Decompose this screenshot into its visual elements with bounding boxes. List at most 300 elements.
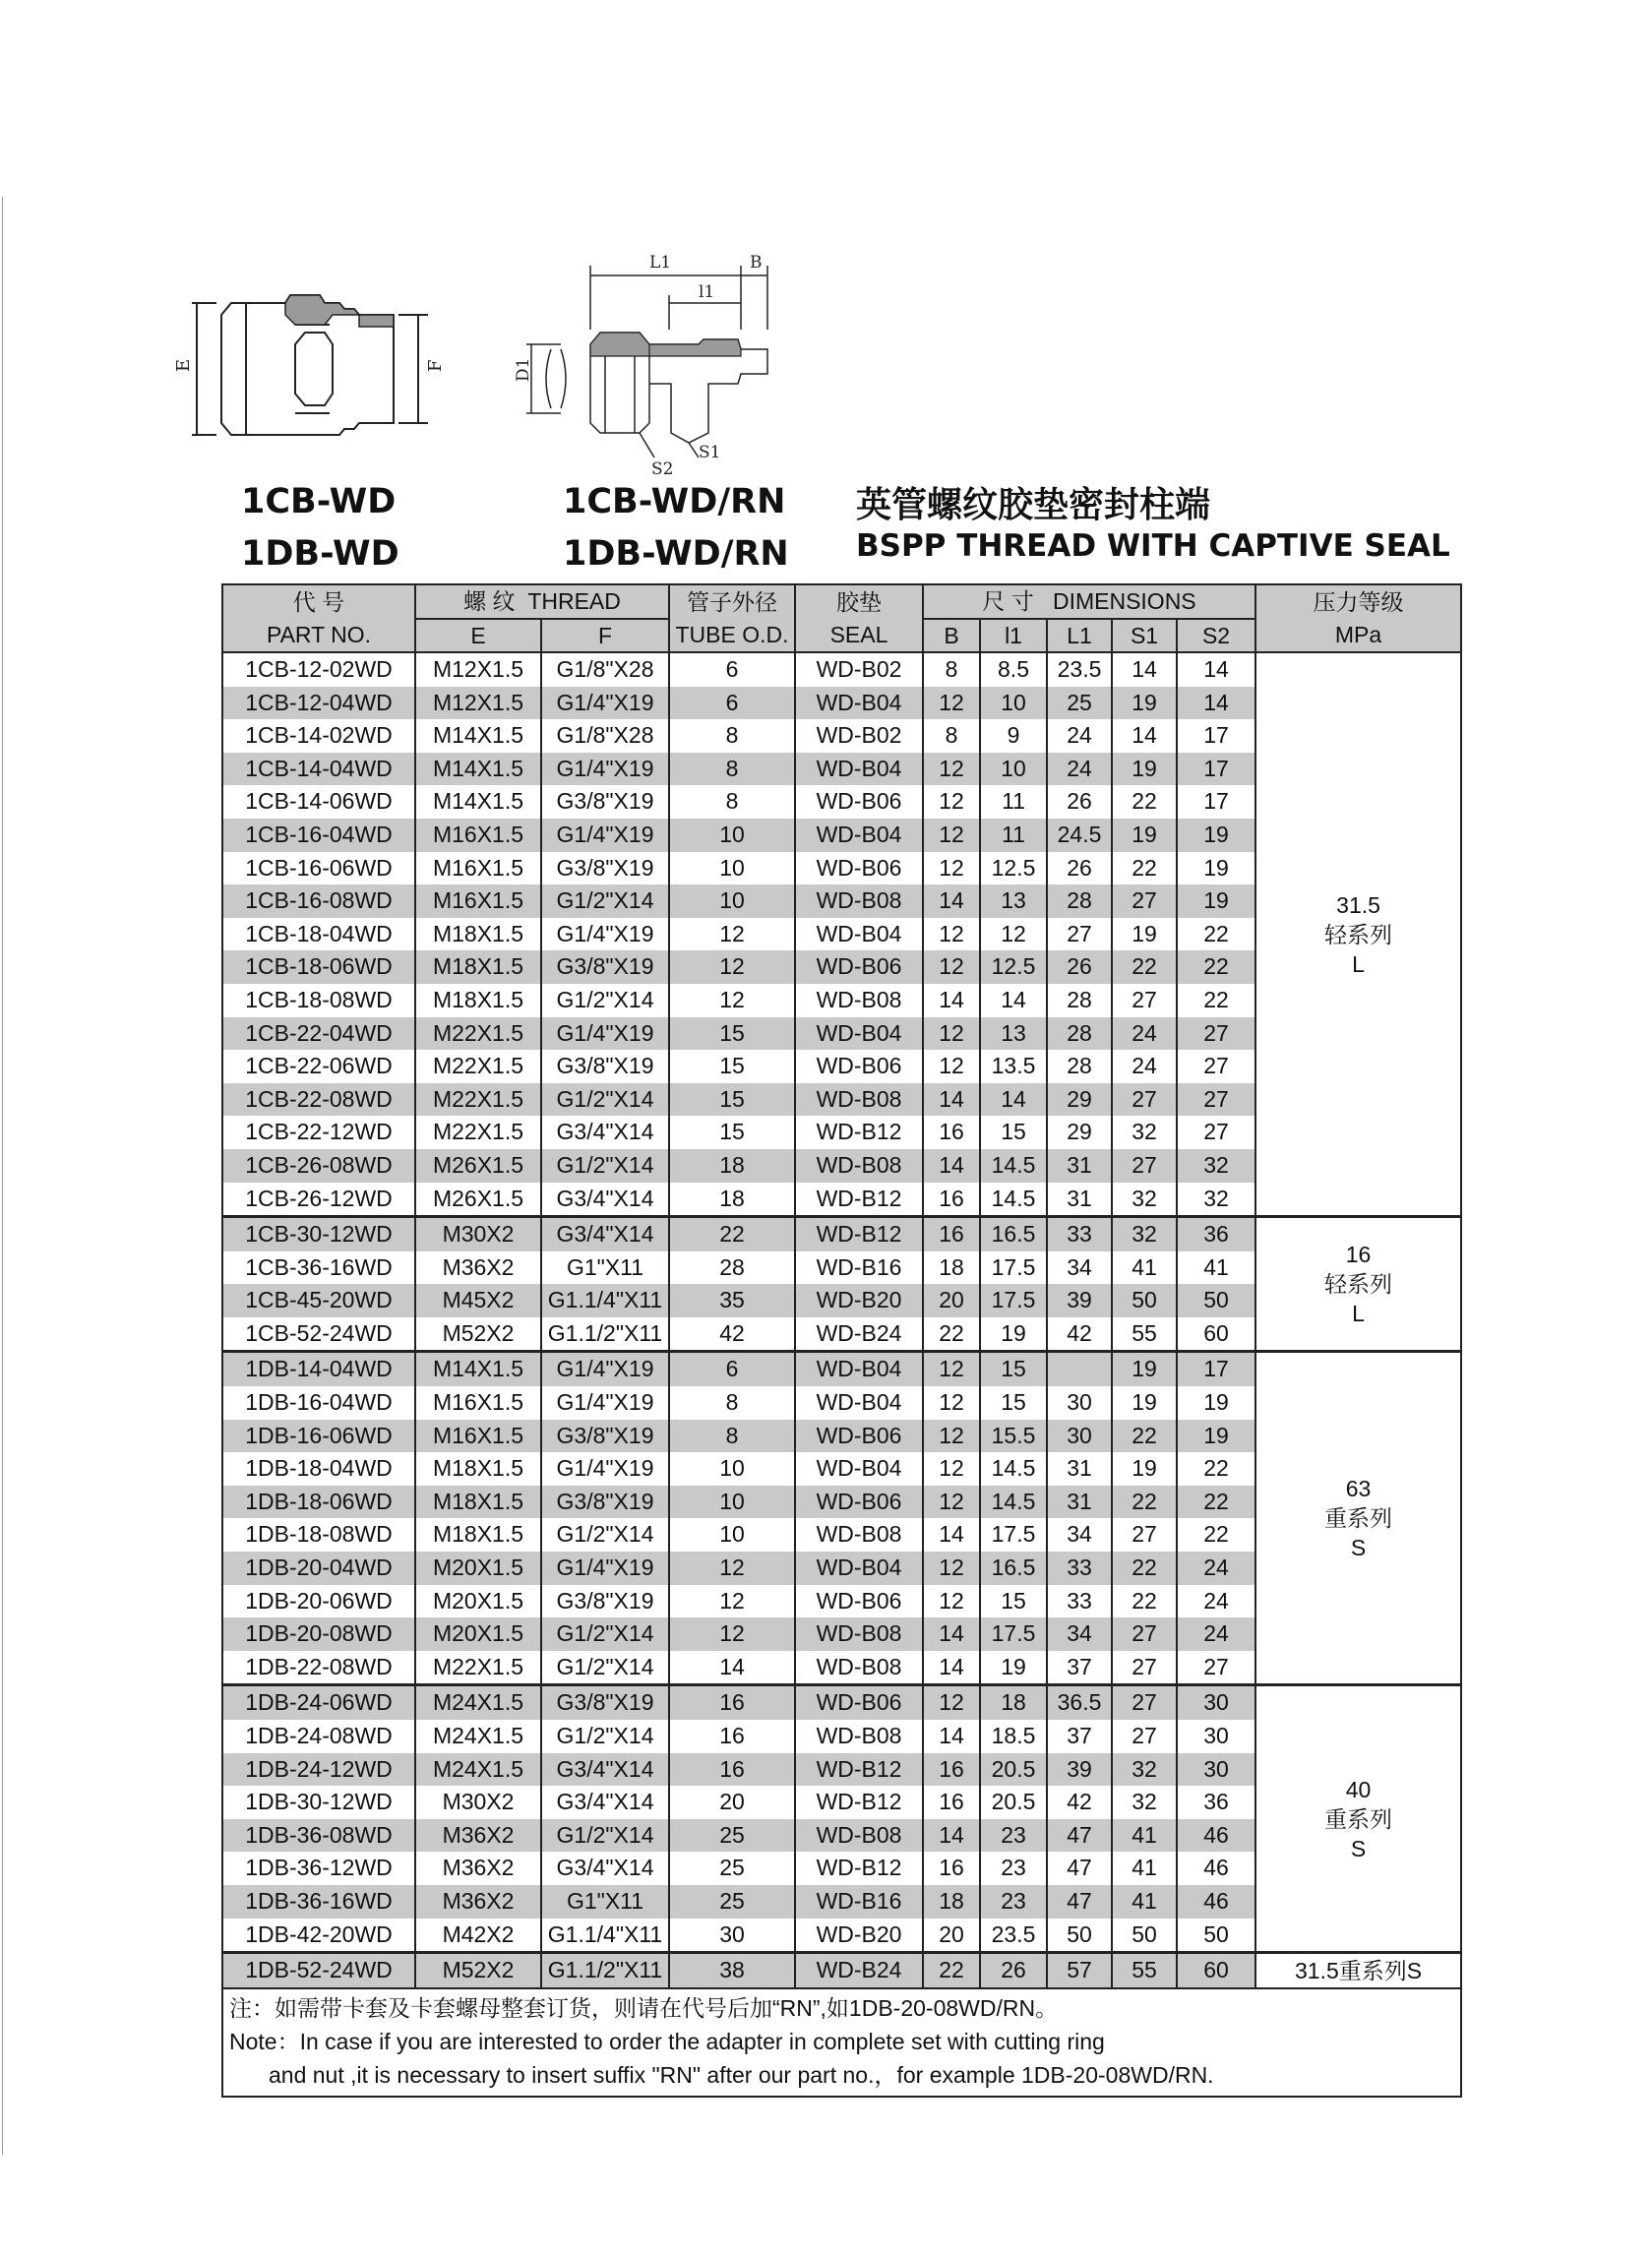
cell-part-no: 1DB-20-04WD (222, 1552, 415, 1585)
cell-tube-od: 12 (669, 950, 795, 984)
model-code-1cb-wd-rn: 1CB-WD/RN (563, 482, 786, 521)
cell-dim-s2: 50 (1177, 1919, 1255, 1953)
cell-part-no: 1CB-22-08WD (222, 1083, 415, 1117)
cell-dim-l1-small: 16.5 (980, 1217, 1047, 1251)
cell-thread-e: M45X2 (415, 1284, 541, 1317)
model-code-1cb-wd: 1CB-WD (241, 482, 397, 521)
cell-tube-od: 38 (669, 1953, 795, 1988)
cell-tube-od: 12 (669, 1585, 795, 1618)
cell-seal: WD-B06 (795, 785, 923, 819)
cell-thread-e: M22X1.5 (415, 1017, 541, 1051)
cell-dim-l1-large: 33 (1047, 1217, 1112, 1251)
cell-dim-s1: 19 (1112, 1352, 1177, 1386)
cell-tube-od: 6 (669, 652, 795, 687)
header-dimensions (923, 584, 1255, 619)
cell-dim-b: 14 (923, 1819, 980, 1853)
cell-dim-l1-large: 34 (1047, 1617, 1112, 1651)
cell-dim-l1-large: 47 (1047, 1819, 1112, 1853)
cell-tube-od: 12 (669, 918, 795, 951)
table-row (222, 1217, 1461, 1251)
cell-dim-s1: 27 (1112, 1149, 1177, 1183)
spec-table-body (222, 652, 1461, 1988)
cell-thread-f: G1/2"X14 (541, 1083, 669, 1117)
cell-part-no: 1DB-16-06WD (222, 1420, 415, 1453)
cell-thread-e: M16X1.5 (415, 884, 541, 918)
cell-dim-s1: 14 (1112, 652, 1177, 687)
cell-part-no: 1DB-18-06WD (222, 1486, 415, 1519)
cell-thread-e: M26X1.5 (415, 1149, 541, 1183)
cell-dim-s2: 19 (1177, 1386, 1255, 1420)
cell-seal: WD-B06 (795, 1486, 923, 1519)
cell-dim-b: 16 (923, 1116, 980, 1149)
cell-seal: WD-B12 (795, 1852, 923, 1885)
cell-dim-b: 16 (923, 1753, 980, 1787)
note-chinese: 注：如需带卡套及卡套螺母整套订货，则请在代号后加“RN”,如1DB-20-08WD/RN。 (229, 1994, 1059, 2021)
cell-part-no: 1CB-14-02WD (222, 719, 415, 753)
cell-dim-s2: 17 (1177, 785, 1255, 819)
cell-dim-b: 14 (923, 1651, 980, 1685)
cell-seal: WD-B04 (795, 819, 923, 852)
cell-dim-s1: 19 (1112, 687, 1177, 720)
cell-dim-l1-small: 16.5 (980, 1552, 1047, 1585)
header-dim-l1-large: L1 (1047, 619, 1112, 653)
cell-tube-od: 25 (669, 1852, 795, 1885)
header-thread-cn: 螺 纹 (463, 588, 516, 614)
cell-thread-e: M16X1.5 (415, 819, 541, 852)
cell-thread-e: M52X2 (415, 1317, 541, 1352)
cell-tube-od: 12 (669, 984, 795, 1017)
cell-pressure-grade (1255, 1217, 1461, 1352)
cell-dim-l1-small: 18 (980, 1685, 1047, 1720)
cell-part-no: 1CB-14-04WD (222, 753, 415, 786)
cell-dim-s2: 17 (1177, 1352, 1255, 1386)
cell-dim-b: 16 (923, 1217, 980, 1251)
cell-thread-e: M36X2 (415, 1251, 541, 1285)
cell-dim-l1-large: 31 (1047, 1452, 1112, 1486)
cell-dim-s1: 19 (1112, 1452, 1177, 1486)
cell-part-no: 1CB-12-04WD (222, 687, 415, 720)
cell-part-no: 1CB-22-12WD (222, 1116, 415, 1149)
cell-dim-s1: 32 (1112, 1217, 1177, 1251)
cell-dim-l1-small: 23 (980, 1885, 1047, 1919)
cell-thread-e: M52X2 (415, 1953, 541, 1988)
cell-dim-l1-small: 17.5 (980, 1518, 1047, 1552)
drawing-1cb-wd (157, 285, 453, 453)
cell-thread-e: M14X1.5 (415, 785, 541, 819)
cell-tube-od: 18 (669, 1149, 795, 1183)
cell-dim-s1: 22 (1112, 1486, 1177, 1519)
cell-part-no: 1DB-22-08WD (222, 1651, 415, 1685)
cell-dim-b: 18 (923, 1885, 980, 1919)
cell-thread-f: G1/4"X19 (541, 1386, 669, 1420)
cell-dim-l1-small: 8.5 (980, 652, 1047, 687)
cell-dim-s2: 24 (1177, 1552, 1255, 1585)
cell-thread-f: G1/8"X28 (541, 652, 669, 687)
header-dim-b: B (923, 619, 980, 653)
cell-dim-l1-small: 17.5 (980, 1251, 1047, 1285)
cell-dim-l1-large: 30 (1047, 1420, 1112, 1453)
cell-thread-f: G1.1/2"X11 (541, 1953, 669, 1988)
cell-dim-s1: 27 (1112, 884, 1177, 918)
cell-seal: WD-B04 (795, 1452, 923, 1486)
cell-dim-s2: 30 (1177, 1685, 1255, 1720)
table-notes (222, 1988, 1461, 2097)
header-seal-cn: 胶垫 (795, 584, 923, 619)
cell-seal: WD-B16 (795, 1251, 923, 1285)
cell-dim-s2: 46 (1177, 1852, 1255, 1885)
pressure-line: L (1352, 950, 1365, 977)
cell-seal: WD-B08 (795, 1720, 923, 1753)
pressure-line: 31.5 (1336, 891, 1380, 918)
cell-dim-s1: 50 (1112, 1919, 1177, 1953)
cell-tube-od: 30 (669, 1919, 795, 1953)
cell-tube-od: 16 (669, 1753, 795, 1787)
cell-seal: WD-B04 (795, 918, 923, 951)
cell-dim-s2: 22 (1177, 1452, 1255, 1486)
cell-dim-l1-small: 10 (980, 753, 1047, 786)
cell-thread-f: G1/2"X14 (541, 984, 669, 1017)
cell-tube-od: 16 (669, 1685, 795, 1720)
cell-tube-od: 8 (669, 753, 795, 786)
cell-thread-f: G1/2"X14 (541, 1819, 669, 1853)
cell-part-no: 1CB-52-24WD (222, 1317, 415, 1352)
cell-seal: WD-B08 (795, 1083, 923, 1117)
title-chinese: 英管螺纹胶垫密封柱端 (856, 485, 1211, 525)
cell-thread-e: M18X1.5 (415, 918, 541, 951)
cell-dim-s2: 32 (1177, 1183, 1255, 1217)
dim-label-f: F (425, 359, 446, 372)
cell-part-no: 1CB-12-02WD (222, 652, 415, 687)
cell-dim-b: 8 (923, 719, 980, 753)
cell-thread-f: G3/8"X19 (541, 1585, 669, 1618)
cell-dim-s2: 30 (1177, 1720, 1255, 1753)
cell-tube-od: 20 (669, 1786, 795, 1819)
cell-tube-od: 28 (669, 1251, 795, 1285)
cell-dim-l1-small: 19 (980, 1651, 1047, 1685)
cell-dim-s2: 32 (1177, 1149, 1255, 1183)
pressure-line: 40 (1345, 1776, 1372, 1802)
cell-dim-b: 22 (923, 1317, 980, 1352)
cell-seal: WD-B08 (795, 1651, 923, 1685)
cell-dim-s1: 22 (1112, 1552, 1177, 1585)
cell-tube-od: 6 (669, 687, 795, 720)
cell-thread-e: M16X1.5 (415, 852, 541, 885)
cell-dim-l1-small: 12 (980, 918, 1047, 951)
pressure-line: 63 (1345, 1476, 1372, 1502)
pressure-line: L (1352, 1301, 1365, 1327)
cell-dim-l1-small: 12.5 (980, 852, 1047, 885)
cell-thread-e: M16X1.5 (415, 1420, 541, 1453)
cell-tube-od: 35 (669, 1284, 795, 1317)
cell-dim-l1-small: 13.5 (980, 1050, 1047, 1083)
cell-part-no: 1CB-45-20WD (222, 1284, 415, 1317)
cell-part-no: 1DB-20-08WD (222, 1617, 415, 1651)
spec-table (221, 583, 1462, 2098)
cell-dim-b: 12 (923, 687, 980, 720)
cell-dim-l1-small: 17.5 (980, 1617, 1047, 1651)
cell-dim-b: 18 (923, 1251, 980, 1285)
header-dim-l1-small: l1 (980, 619, 1047, 653)
cell-thread-f: G1/4"X19 (541, 1452, 669, 1486)
header-part-cn: 代 号 (222, 584, 415, 619)
cell-thread-f: G1/2"X14 (541, 884, 669, 918)
cell-dim-l1-small: 11 (980, 819, 1047, 852)
cell-dim-l1-small: 11 (980, 785, 1047, 819)
cell-thread-f: G3/4"X14 (541, 1753, 669, 1787)
cell-thread-e: M20X1.5 (415, 1552, 541, 1585)
header-seal-en: SEAL (795, 619, 923, 653)
cell-pressure-grade (1255, 1953, 1461, 1988)
header-thread-e: E (415, 619, 541, 653)
cell-thread-f: G3/8"X19 (541, 1420, 669, 1453)
cell-thread-f: G1/2"X14 (541, 1720, 669, 1753)
cell-dim-l1-small: 19 (980, 1317, 1047, 1352)
cell-dim-l1-small: 23 (980, 1852, 1047, 1885)
cell-dim-l1-small: 12.5 (980, 950, 1047, 984)
cell-dim-s1: 32 (1112, 1116, 1177, 1149)
cell-dim-b: 14 (923, 1149, 980, 1183)
cell-dim-l1-small: 20.5 (980, 1786, 1047, 1819)
cell-thread-f: G1.1/4"X11 (541, 1284, 669, 1317)
cell-tube-od: 18 (669, 1183, 795, 1217)
cell-dim-l1-large: 34 (1047, 1251, 1112, 1285)
cell-seal: WD-B04 (795, 1017, 923, 1051)
cell-dim-s1: 19 (1112, 1386, 1177, 1420)
cell-seal: WD-B12 (795, 1116, 923, 1149)
cell-thread-e: M36X2 (415, 1819, 541, 1853)
cell-dim-l1-small: 13 (980, 1017, 1047, 1051)
cell-thread-e: M30X2 (415, 1217, 541, 1251)
cell-dim-s1: 55 (1112, 1317, 1177, 1352)
cell-part-no: 1DB-24-08WD (222, 1720, 415, 1753)
cell-thread-e: M18X1.5 (415, 984, 541, 1017)
dim-label-d1: D1 (514, 357, 533, 382)
cell-dim-l1-large: 31 (1047, 1149, 1112, 1183)
cell-thread-f: G3/8"X19 (541, 950, 669, 984)
cell-thread-e: M18X1.5 (415, 1486, 541, 1519)
cell-dim-l1-small: 15 (980, 1352, 1047, 1386)
cell-thread-f: G1/4"X19 (541, 1017, 669, 1051)
cell-dim-b: 14 (923, 1617, 980, 1651)
cell-dim-l1-large: 47 (1047, 1885, 1112, 1919)
cell-pressure-grade (1255, 1685, 1461, 1953)
cell-part-no: 1DB-36-16WD (222, 1885, 415, 1919)
cell-dim-l1-large: 28 (1047, 1017, 1112, 1051)
cell-part-no: 1DB-18-04WD (222, 1452, 415, 1486)
cell-tube-od: 22 (669, 1217, 795, 1251)
cell-thread-f: G1/2"X14 (541, 1651, 669, 1685)
cell-dim-s2: 24 (1177, 1617, 1255, 1651)
cell-thread-e: M36X2 (415, 1885, 541, 1919)
cell-dim-s1: 41 (1112, 1819, 1177, 1853)
cell-part-no: 1CB-18-04WD (222, 918, 415, 951)
cell-seal: WD-B08 (795, 1617, 923, 1651)
cell-thread-f: G3/4"X14 (541, 1183, 669, 1217)
cell-dim-l1-small: 15 (980, 1386, 1047, 1420)
cell-dim-l1-large: 33 (1047, 1585, 1112, 1618)
page-border-line (2, 197, 3, 2155)
cell-dim-b: 12 (923, 1685, 980, 1720)
cell-seal: WD-B04 (795, 1386, 923, 1420)
cell-tube-od: 8 (669, 1386, 795, 1420)
cell-dim-b: 12 (923, 1352, 980, 1386)
cell-dim-s2: 60 (1177, 1953, 1255, 1988)
pressure-line: 16 (1345, 1242, 1372, 1268)
cell-seal: WD-B12 (795, 1217, 923, 1251)
cell-thread-e: M18X1.5 (415, 1452, 541, 1486)
cell-dim-l1-large: 28 (1047, 1050, 1112, 1083)
cell-dim-l1-small: 14.5 (980, 1452, 1047, 1486)
cell-seal: WD-B24 (795, 1317, 923, 1352)
dim-label-b: B (750, 253, 763, 273)
cell-dim-s2: 14 (1177, 652, 1255, 687)
cell-dim-l1-large (1047, 1352, 1112, 1386)
cell-part-no: 1DB-30-12WD (222, 1786, 415, 1819)
cell-seal: WD-B16 (795, 1885, 923, 1919)
pressure-line: 轻系列 (1324, 1271, 1393, 1298)
cell-tube-od: 16 (669, 1720, 795, 1753)
cell-dim-s2: 19 (1177, 884, 1255, 918)
cell-dim-b: 16 (923, 1852, 980, 1885)
cell-dim-b: 12 (923, 1585, 980, 1618)
cell-dim-s1: 32 (1112, 1183, 1177, 1217)
cell-dim-s2: 50 (1177, 1284, 1255, 1317)
cell-dim-l1-large: 37 (1047, 1651, 1112, 1685)
pressure-line: 重系列 (1324, 1805, 1393, 1832)
cell-dim-l1-large: 42 (1047, 1786, 1112, 1819)
cell-tube-od: 15 (669, 1050, 795, 1083)
cell-seal: WD-B06 (795, 1685, 923, 1720)
cell-dim-s2: 14 (1177, 687, 1255, 720)
cell-part-no: 1CB-22-06WD (222, 1050, 415, 1083)
header-part-en: PART NO. (222, 619, 415, 653)
cell-dim-l1-large: 28 (1047, 884, 1112, 918)
cell-tube-od: 12 (669, 1552, 795, 1585)
cell-tube-od: 6 (669, 1352, 795, 1386)
cell-dim-l1-large: 25 (1047, 687, 1112, 720)
cell-dim-s1: 27 (1112, 1083, 1177, 1117)
cell-dim-s2: 19 (1177, 819, 1255, 852)
cell-dim-b: 12 (923, 1420, 980, 1453)
cell-thread-e: M18X1.5 (415, 950, 541, 984)
cell-dim-l1-large: 50 (1047, 1919, 1112, 1953)
cell-dim-l1-small: 17.5 (980, 1284, 1047, 1317)
cell-dim-b: 12 (923, 1452, 980, 1486)
cell-dim-b: 14 (923, 984, 980, 1017)
cell-dim-l1-large: 26 (1047, 950, 1112, 984)
cell-dim-b: 16 (923, 1786, 980, 1819)
cell-dim-b: 12 (923, 1486, 980, 1519)
cell-tube-od: 10 (669, 1518, 795, 1552)
cell-pressure-grade (1255, 1352, 1461, 1685)
header-pressure-unit: MPa (1255, 619, 1461, 653)
header-thread-f: F (541, 619, 669, 653)
pressure-line: 31.5重系列S (1294, 1957, 1423, 1983)
cell-dim-s2: 22 (1177, 1518, 1255, 1552)
cell-dim-l1-large: 24 (1047, 753, 1112, 786)
cell-part-no: 1CB-18-08WD (222, 984, 415, 1017)
table-row (222, 1685, 1461, 1720)
header-dim-s1: S1 (1112, 619, 1177, 653)
cell-dim-s2: 17 (1177, 753, 1255, 786)
cell-tube-od: 10 (669, 852, 795, 885)
cell-dim-b: 20 (923, 1284, 980, 1317)
cell-dim-l1-large: 29 (1047, 1083, 1112, 1117)
cell-dim-s2: 27 (1177, 1116, 1255, 1149)
header-dim-en: DIMENSIONS (1052, 588, 1196, 614)
cell-seal: WD-B04 (795, 687, 923, 720)
cell-thread-f: G3/8"X19 (541, 785, 669, 819)
cell-part-no: 1CB-16-06WD (222, 852, 415, 885)
cell-dim-s2: 27 (1177, 1083, 1255, 1117)
cell-dim-s1: 41 (1112, 1885, 1177, 1919)
cell-dim-l1-large: 26 (1047, 852, 1112, 885)
cell-dim-l1-large: 30 (1047, 1386, 1112, 1420)
cell-dim-s1: 27 (1112, 1685, 1177, 1720)
cell-tube-od: 8 (669, 1420, 795, 1453)
dim-label-s1: S1 (699, 443, 721, 462)
cell-dim-l1-small: 20.5 (980, 1753, 1047, 1787)
note-english-line-2: and nut ,it is necessary to insert suffix "RN" after our part no.，for example 1DB-20-08WD/RN. (269, 2061, 1214, 2088)
cell-thread-f: G3/8"X19 (541, 1050, 669, 1083)
cell-thread-e: M30X2 (415, 1786, 541, 1819)
cell-thread-e: M26X1.5 (415, 1183, 541, 1217)
cell-seal: WD-B20 (795, 1284, 923, 1317)
cell-dim-b: 8 (923, 652, 980, 687)
pressure-line: 重系列 (1324, 1505, 1393, 1532)
header-pressure-cn: 压力等级 (1255, 584, 1461, 619)
cell-dim-s2: 30 (1177, 1753, 1255, 1787)
cell-dim-s1: 27 (1112, 1651, 1177, 1685)
cell-tube-od: 25 (669, 1819, 795, 1853)
cell-dim-s1: 55 (1112, 1953, 1177, 1988)
cell-thread-f: G1/2"X14 (541, 1149, 669, 1183)
cell-dim-s1: 22 (1112, 950, 1177, 984)
drawing-1cb-wd-rn (502, 246, 797, 482)
cell-thread-f: G1.1/4"X11 (541, 1919, 669, 1953)
cell-dim-s2: 27 (1177, 1651, 1255, 1685)
table-row (222, 652, 1461, 687)
cell-thread-e: M22X1.5 (415, 1651, 541, 1685)
cell-dim-s1: 24 (1112, 1050, 1177, 1083)
cell-tube-od: 10 (669, 819, 795, 852)
cell-dim-b: 12 (923, 785, 980, 819)
cell-part-no: 1DB-14-04WD (222, 1352, 415, 1386)
model-code-1db-wd: 1DB-WD (241, 534, 399, 574)
cell-thread-f: G1/4"X19 (541, 918, 669, 951)
cell-part-no: 1CB-30-12WD (222, 1217, 415, 1251)
cell-dim-s2: 41 (1177, 1251, 1255, 1285)
cell-dim-l1-small: 9 (980, 719, 1047, 753)
table-row (222, 1953, 1461, 1988)
cell-dim-b: 14 (923, 1518, 980, 1552)
cell-thread-e: M14X1.5 (415, 1352, 541, 1386)
cell-dim-l1-large: 31 (1047, 1486, 1112, 1519)
cell-dim-s2: 27 (1177, 1017, 1255, 1051)
cell-dim-s1: 41 (1112, 1852, 1177, 1885)
cell-dim-l1-small: 13 (980, 884, 1047, 918)
dim-label-l1-upper: L1 (649, 253, 672, 273)
cell-dim-s1: 14 (1112, 719, 1177, 753)
cell-dim-l1-large: 33 (1047, 1552, 1112, 1585)
cell-dim-s2: 17 (1177, 719, 1255, 753)
cell-seal: WD-B06 (795, 950, 923, 984)
cell-part-no: 1DB-24-06WD (222, 1685, 415, 1720)
cell-dim-s2: 60 (1177, 1317, 1255, 1352)
cell-dim-s1: 19 (1112, 819, 1177, 852)
cell-tube-od: 15 (669, 1017, 795, 1051)
cell-tube-od: 12 (669, 1617, 795, 1651)
